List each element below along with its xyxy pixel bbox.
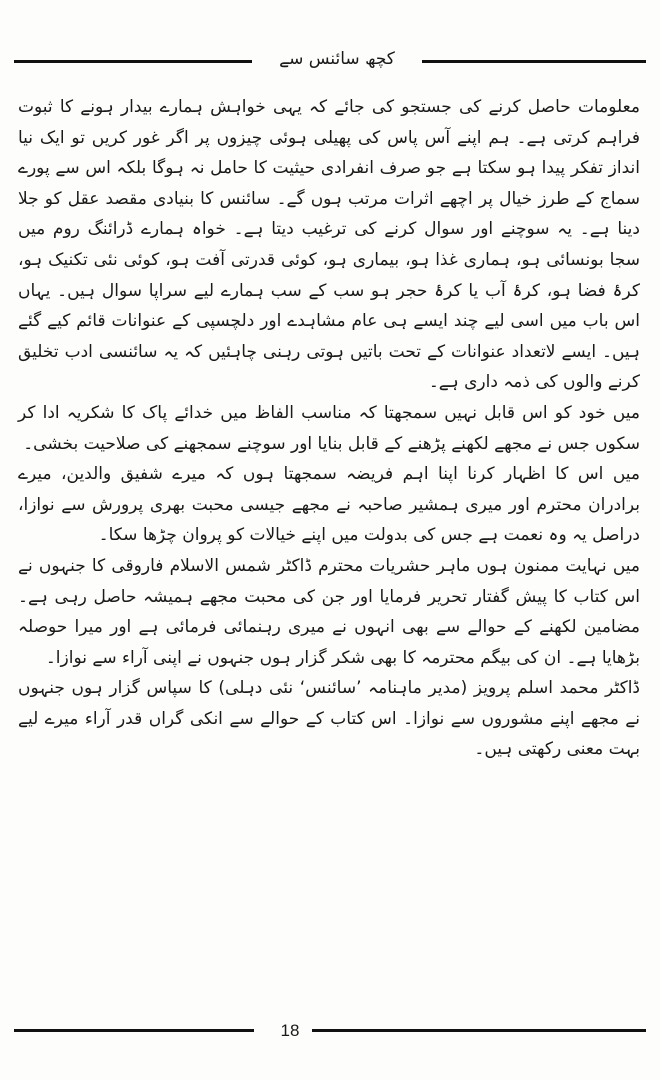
paragraph-gratitude-god: میں خود کو اس قابل نہیں سمجھتا کہ مناسب الفاظ میں خدائے پاک کا شکریہ ادا کر سکوں جس نے مجھے لکھنے پڑھنے کے قابل بنایا اور سوچنے سمجھنے کی صلاحیت بخشی۔ [18,402,640,454]
paragraph-aslam-parvez: ڈاکٹر محمد اسلم پرویز (مدیر ماہنامہ ’سائنس‘ نئی دہلی) کا سپاس گزار ہوں جنہوں نے مجھے اپنے مشوروں سے نوازا۔ اس کتاب کے حوالے سے انکی گراں قدر آراء میرے لیے بہت معنی رکھتی ہیں۔ [18,678,640,760]
page-footer [14,1016,646,1046]
footer-rule-right [312,1029,646,1032]
paragraph-farooqui: میں نہایت ممنون ہوں ماہر حشریات محترم ڈاکٹر شمس الاسلام فاروقی کا جنہوں نے اس کتاب کا پیش گفتار تحریر فرمایا اور جن کی محبت مجھے ہمیشہ حاصل رہی ہے۔ مضامین لکھنے کے حوالے سے بھی انہوں نے میری رہنمائی فرمائی ہے اور میرا حوصلہ بڑھایا ہے۔ ان کی بیگم محترمہ کا بھی شکر گزار ہوں جنہوں نے اپنی آراء سے نوازا۔ [18,555,640,668]
header-rule-left [14,60,252,63]
paragraph-intro: معلومات حاصل کرنے کی جستجو کی جائے کہ یہی خواہش ہمارے بیدار ہونے کا ثبوت فراہم کرتی ہے۔ ہم اپنے آس پاس کی پھیلی ہوئی چیزوں پر اگر غور کریں تو ایک نیا انداز تفکر پیدا ہو سکتا ہے جو صرف انفرادی حیثیت کا حامل نہ ہوگا بلکہ اس سے پورے سماج کے طرز خیال پر اچھے اثرات مرتب ہوں گے۔ سائنس کا بنیادی مقصد عقل کو جلا دینا ہے۔ یہ سوچنے اور سوال کرنے کی ترغیب دیتا ہے۔ خواہ ہمارے ڈرائنگ روم میں سجا بونسائی ہو، ہماری غذا ہو، بیماری ہو، کوئی قدرتی آفت ہو، کوئی نئی تکنیک ہو، کرۂ فضا ہو، کرۂ آب یا کرۂ حجر ہو سب کے سب ہمارے لیے سراپا سوال ہیں۔ یہاں اس باب میں اسی لیے چند ایسے ہی عام مشاہدے اور دلچسپی کے عنوانات قائم کیے گئے ہیں۔ ایسے لاتعداد عنوانات کے تحت باتیں ہوتی رہنی چاہئیں کہ یہ سائنسی ادب تخلیق کرنے والوں کی ذمہ داری ہے۔ [18,97,640,393]
page-number: 18 [280,1021,300,1040]
running-title: کچھ سائنس سے [279,49,395,69]
footer-rule-left [14,1029,254,1032]
page-header [14,44,646,74]
header-rule-right [422,60,646,63]
paragraph-family: میں اس کا اظہار کرنا اپنا اہم فریضہ سمجھتا ہوں کہ میرے شفیق والدین، میرے برادران محترم اور میری ہمشیر صاحبہ نے مجھے جیسی محبت بھری پرورش سے نوازا، دراصل یہ وہ نعمت ہے جس کی بدولت میں اپنے خیالات کو پروان چڑھا سکا۔ [18,464,640,546]
body-text [18,92,640,765]
